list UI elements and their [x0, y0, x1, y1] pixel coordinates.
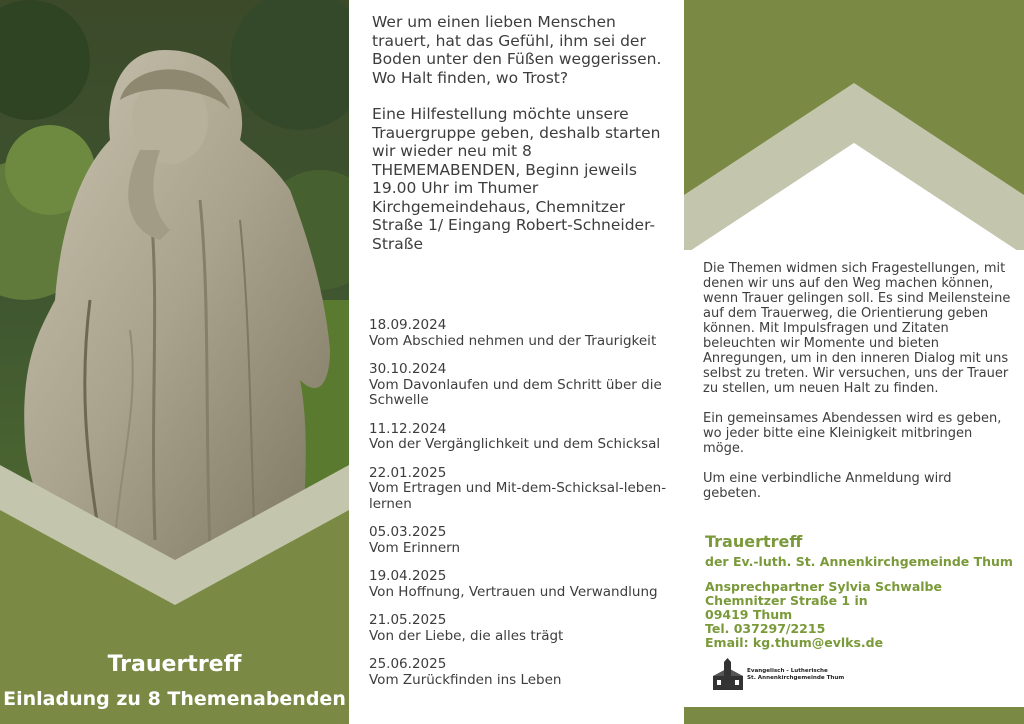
event-item — [369, 466, 684, 513]
event-title: Vom Davonlaufen und dem Schritt über die Schwelle — [369, 376, 662, 408]
event-item — [369, 613, 684, 644]
event-title: Vom Erinnern — [369, 539, 461, 556]
intro-text — [372, 13, 672, 271]
event-list — [369, 318, 684, 701]
flyer-subtitle: Einladung zu 8 Themenabenden — [3, 688, 346, 710]
description-paragraph: Ein gemeinsames Abendessen wird es geben, wo jeder bitte eine Kleinigkeit mitbringen möge. — [703, 411, 1002, 456]
organizer-subtitle: der Ev.-luth. St. Annenkirchgemeinde Thum — [705, 554, 1013, 569]
contact-phone: Tel. 037297/2215 — [705, 621, 826, 636]
logo-line: Evangelisch - Lutherische — [747, 668, 828, 674]
contact-block — [705, 580, 1015, 650]
logo-line: St. Annenkirchgemeinde Thum — [747, 675, 845, 681]
flyer-title: Trauertreff — [107, 652, 242, 677]
intro-paragraph: Wer um einen lieben Menschen trauert, hat das Gefühl, ihm sei der Boden unter den Füßen weggerissen. Wo Halt finden, wo Trost? — [372, 13, 662, 87]
contact-person: Ansprechpartner Sylvia Schwalbe — [705, 579, 942, 594]
description-paragraph: Die Themen widmen sich Fragestellungen, mit denen wir uns auf den Weg machen können, wenn Trauer gelingen soll. Es sind Meilensteine auf dem Trauerweg, die Orientierung geben können. Mit Impulsfragen und Zitaten beleuchten wir Momente und bieten Anregungen, um in den inneren Dialog mit uns selbst zu treten. Wir versuchen, uns der Trauer zu stellen, um neuen Halt zu finden. — [703, 261, 1011, 396]
event-item — [369, 318, 684, 349]
middle-panel — [349, 0, 684, 724]
contact-email[interactable]: Email: kg.thum@evlks.de — [705, 635, 884, 650]
event-item — [369, 525, 684, 556]
event-date: 22.01.2025 — [369, 464, 447, 481]
organizer-block — [705, 532, 1015, 569]
church-icon — [711, 658, 745, 692]
bottom-bar — [684, 707, 1024, 724]
logo-text — [747, 668, 844, 682]
event-title: Vom Zurückfinden ins Leben — [369, 671, 562, 688]
event-item — [369, 422, 684, 453]
right-panel — [684, 0, 1024, 724]
church-logo — [711, 658, 851, 692]
event-item — [369, 657, 684, 688]
event-date: 19.04.2025 — [369, 568, 447, 584]
event-title: Von der Liebe, die alles trägt — [369, 627, 564, 644]
event-date: 21.05.2025 — [369, 612, 447, 628]
description-text — [703, 261, 1013, 516]
event-item — [369, 362, 684, 409]
event-title: Von Hoffnung, Vertrauen und Verwandlung — [369, 583, 658, 600]
contact-street: Chemnitzer Straße 1 in — [705, 593, 868, 608]
organizer-title: Trauertreff — [705, 532, 803, 551]
left-panel — [0, 0, 349, 724]
chevron-decoration — [0, 0, 349, 724]
event-date: 25.06.2025 — [369, 656, 447, 672]
event-item — [369, 569, 684, 600]
event-date: 11.12.2024 — [369, 420, 447, 437]
event-title: Vom Ertragen und Mit-dem-Schicksal-leben-lernen — [369, 480, 667, 512]
event-title: Von der Vergänglichkeit und dem Schicksal — [369, 436, 661, 452]
event-date: 05.03.2025 — [369, 524, 447, 540]
intro-paragraph: Eine Hilfestellung möchte unsere Trauergruppe geben, deshalb starten wir wieder neu mit 8 THEMEMABENDEN, Beginn jeweils 19.00 Uhr im Thumer Kirchgemeindehaus, Chemnitzer Straße 1/ Eingang Robert-Schneider-Straße — [372, 105, 661, 253]
event-title: Vom Abschied nehmen und der Traurigkeit — [369, 332, 657, 349]
event-date: 18.09.2024 — [369, 317, 447, 333]
event-date: 30.10.2024 — [369, 361, 447, 377]
contact-city: 09419 Thum — [705, 607, 793, 622]
description-paragraph: Um eine verbindliche Anmeldung wird gebeten. — [703, 471, 952, 501]
